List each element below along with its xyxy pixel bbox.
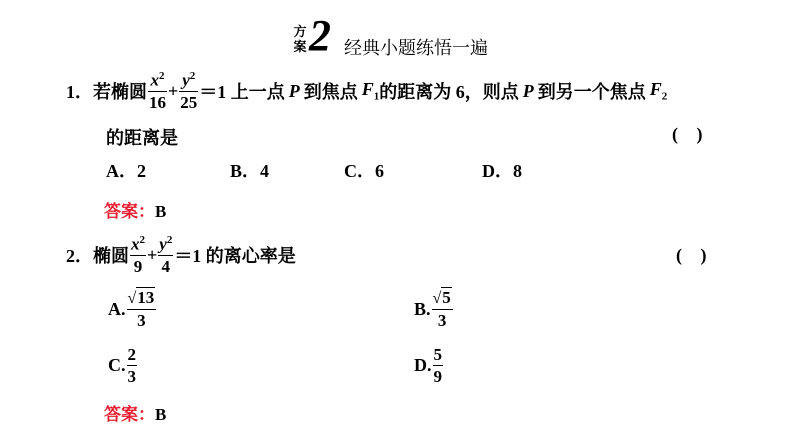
q2-plus: + [147,244,158,265]
q1-fraction-x: $\frac{x^2}{16}$ [149,70,166,112]
question-2-number: 2． [66,246,93,266]
question-2-line-1 [66,232,296,278]
answer-value: B [155,202,167,221]
q1-option-c[interactable]: C．6 [344,161,384,181]
q2-option-b[interactable]: B. $\frac{√5}{3}$ [414,288,451,330]
question-2-answer-paren: ( ) [676,245,707,265]
q2-option-d[interactable]: D. $\frac{5}{9}$ [414,344,442,386]
header-small-top: 方 [293,24,307,39]
q1-text-c: 的距离为 6，则点 [379,82,519,102]
q2-option-a-fraction: $\frac{√13}{3}$ [127,288,155,330]
q1-point-p: P [288,80,300,101]
q1-plus: + [168,80,179,101]
question-1-line-1 [66,68,667,114]
header-title: 经典小题练悟一遍 [344,38,488,58]
q1-text-b: 到焦点 [303,82,358,102]
answer-value: B [155,405,167,424]
q2-text: ＝1 的离心率是 [174,246,296,266]
answer-label: 答案： [104,405,155,424]
q1-focus-f2: $F_2$ [649,79,668,103]
q1-option-d[interactable]: D．8 [482,161,522,181]
question-2-pre: 椭圆 [93,246,129,266]
q2-fraction-y: $\frac{y^2}{4}$ [159,234,173,276]
q1-text-a: ＝1 上一点 [199,82,285,102]
q1-option-b[interactable]: B．4 [230,161,270,181]
q2-fraction-x: $\frac{x^2}{9}$ [131,234,145,276]
question-1-pre: 若椭圆 [93,82,147,102]
q1-text-d: 到另一个焦点 [537,82,646,102]
q1-point-p2: P [522,80,534,101]
header-small-bottom: 案 [293,39,307,54]
question-1-number: 1． [66,82,93,102]
q1-option-a[interactable]: A．2 [106,161,146,181]
question-2-answer [104,400,166,425]
q2-option-c[interactable]: C. $\frac{2}{3}$ [108,344,136,386]
answer-label: 答案： [104,202,155,221]
q2-option-b-fraction: $\frac{√5}{3}$ [432,288,451,330]
q2-option-d-fraction: $\frac{5}{9}$ [433,344,442,386]
q1-fraction-y: $\frac{y^2}{25}$ [180,70,198,112]
q2-option-a[interactable]: A. $\frac{√13}{3}$ [108,288,155,330]
q2-option-c-fraction: $\frac{2}{3}$ [127,344,136,386]
question-1-line-2: 的距离是 [106,128,178,148]
header-number: 2 [309,11,331,60]
question-1-answer [104,197,166,222]
question-1-answer-paren: ( ) [672,124,703,144]
q1-focus-f1: $F_1$ [361,79,380,103]
